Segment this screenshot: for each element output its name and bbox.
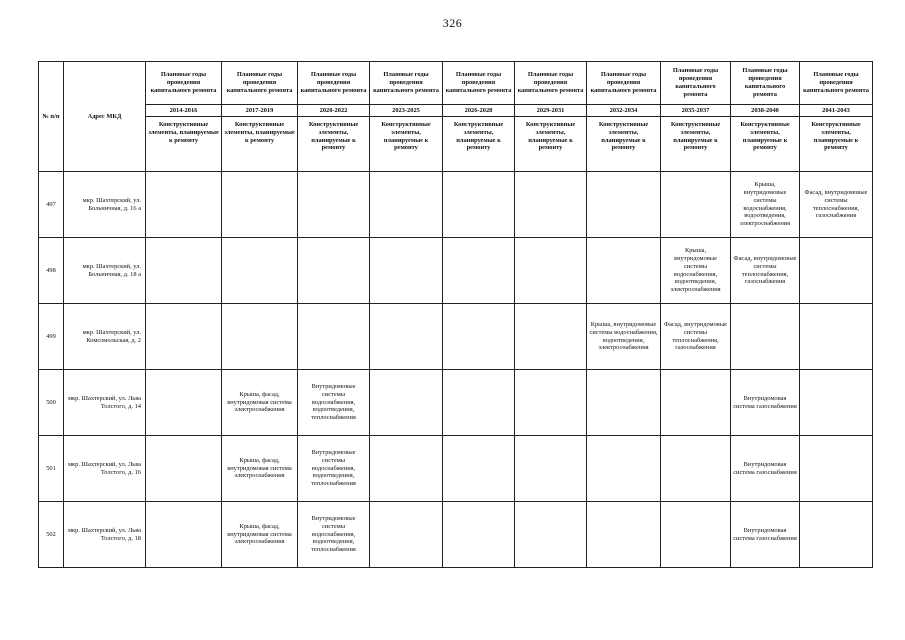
table-row — [39, 238, 873, 304]
header-plan-label: Плановые годы проведения капитального ремонта — [146, 62, 222, 105]
repair-cell — [515, 304, 587, 370]
repair-cell — [146, 172, 222, 238]
repair-cell — [800, 436, 873, 502]
repair-cell: Внутридомовая система газоснабжения — [731, 436, 800, 502]
header-elements-label: Конструктивные элементы, планируемые к ремонту — [661, 117, 731, 172]
row-address: мкр. Шахтерский, ул. Льва Толстого, д. 18 — [64, 502, 146, 568]
repair-cell — [515, 436, 587, 502]
repair-cell — [443, 172, 515, 238]
row-address: мкр. Шахтерский, ул. Комсомольская, д. 2 — [64, 304, 146, 370]
header-plan-label: Плановые годы проведения капитального ремонта — [515, 62, 587, 105]
repair-cell — [587, 436, 661, 502]
table-row — [39, 436, 873, 502]
header-period: 2038-2040 — [731, 105, 800, 117]
header-period: 2014-2016 — [146, 105, 222, 117]
header-period: 2041-2043 — [800, 105, 873, 117]
table-header — [39, 62, 873, 172]
row-number: 498 — [39, 238, 64, 304]
repair-cell — [370, 370, 443, 436]
repair-schedule-table — [38, 61, 873, 568]
header-num: № п/п — [39, 62, 64, 172]
repair-cell: Фасад, внутридомовые системы теплоснабжения, газоснабжения — [800, 172, 873, 238]
repair-cell — [587, 172, 661, 238]
repair-cell: Крыша, фасад, внутридомовая система электроснабжения — [222, 502, 298, 568]
repair-cell — [298, 304, 370, 370]
repair-cell — [661, 172, 731, 238]
table-row — [39, 172, 873, 238]
repair-cell — [298, 172, 370, 238]
repair-cell: Крыша, внутридомовые системы водоснабжения, водоотведения, электроснабжения — [731, 172, 800, 238]
repair-cell — [515, 370, 587, 436]
repair-cell: Крыша, внутридомовые системы водоснабжения, водоотведения, электроснабжения — [587, 304, 661, 370]
header-elements-label: Конструктивные элементы, планируемые к ремонту — [298, 117, 370, 172]
repair-cell — [146, 304, 222, 370]
header-plan-label: Плановые годы проведения капитального ремонта — [222, 62, 298, 105]
header-plan-label: Плановые годы проведения капитального ремонта — [800, 62, 873, 105]
repair-cell — [370, 502, 443, 568]
repair-cell: Внутридомовые системы водоснабжения, водоотведения, теплоснабжения — [298, 436, 370, 502]
header-elements-label: Конструктивные элементы, планируемые к ремонту — [146, 117, 222, 172]
repair-cell — [370, 304, 443, 370]
repair-cell — [587, 370, 661, 436]
repair-cell — [800, 502, 873, 568]
header-period: 2026-2028 — [443, 105, 515, 117]
row-address: мкр. Шахтерский, ул. Льва Толстого, д. 14 — [64, 370, 146, 436]
header-elements-label: Конструктивные элементы, планируемые к ремонту — [370, 117, 443, 172]
header-period: 2032-2034 — [587, 105, 661, 117]
header-address: Адрес МКД — [64, 62, 146, 172]
row-number: 500 — [39, 370, 64, 436]
repair-cell — [146, 502, 222, 568]
repair-cell — [661, 502, 731, 568]
page-number: 326 — [442, 16, 463, 30]
header-plan-label: Плановые годы проведения капитального ремонта — [661, 62, 731, 105]
repair-cell: Фасад, внутридомовые системы теплоснабжения, газоснабжения — [731, 238, 800, 304]
header-plan-label: Плановые годы проведения капитального ремонта — [298, 62, 370, 105]
header-period: 2029-2031 — [515, 105, 587, 117]
header-elements-label: Конструктивные элементы, планируемые к ремонту — [222, 117, 298, 172]
repair-cell — [800, 238, 873, 304]
repair-cell — [587, 238, 661, 304]
repair-cell — [146, 370, 222, 436]
row-number: 497 — [39, 172, 64, 238]
header-elements-label: Конструктивные элементы, планируемые к ремонту — [443, 117, 515, 172]
repair-cell: Внутридомовая система газоснабжения — [731, 370, 800, 436]
repair-cell: Крыша, внутридомовые системы водоснабжения, водоотведения, электроснабжения — [661, 238, 731, 304]
repair-cell: Внутридомовая система газоснабжения — [731, 502, 800, 568]
repair-cell — [515, 238, 587, 304]
repair-cell — [443, 436, 515, 502]
header-period: 2035-2037 — [661, 105, 731, 117]
repair-cell — [222, 304, 298, 370]
repair-cell — [370, 238, 443, 304]
header-elements-label: Конструктивные элементы, планируемые к ремонту — [800, 117, 873, 172]
repair-cell — [515, 172, 587, 238]
repair-cell: Крыша, фасад, внутридомовая система электроснабжения — [222, 436, 298, 502]
repair-cell — [800, 304, 873, 370]
repair-cell — [661, 370, 731, 436]
header-elements-label: Конструктивные элементы, планируемые к ремонту — [731, 117, 800, 172]
row-address: мкр. Шахтерский, ул. Льва Толстого, д. 16 — [64, 436, 146, 502]
header-elements-label: Конструктивные элементы, планируемые к ремонту — [587, 117, 661, 172]
repair-cell — [587, 502, 661, 568]
row-address: мкр. Шахтерский, ул. Больничная, д. 18 а — [64, 238, 146, 304]
repair-cell — [298, 238, 370, 304]
header-period: 2023-2025 — [370, 105, 443, 117]
repair-cell — [661, 436, 731, 502]
header-period: 2017-2019 — [222, 105, 298, 117]
table-row — [39, 304, 873, 370]
header-plan-label: Плановые годы проведения капитального ремонта — [443, 62, 515, 105]
repair-cell — [146, 238, 222, 304]
repair-cell — [370, 436, 443, 502]
repair-cell: Внутридомовые системы водоснабжения, водоотведения, теплоснабжения — [298, 502, 370, 568]
repair-cell — [370, 172, 443, 238]
row-address: мкр. Шахтерский, ул. Больничная, д. 16 а — [64, 172, 146, 238]
row-number: 501 — [39, 436, 64, 502]
repair-cell — [222, 238, 298, 304]
repair-cell — [443, 502, 515, 568]
repair-cell: Крыша, фасад, внутридомовая система электроснабжения — [222, 370, 298, 436]
repair-cell — [443, 370, 515, 436]
repair-cell — [443, 238, 515, 304]
repair-cell — [443, 304, 515, 370]
header-plan-label: Плановые годы проведения капитального ремонта — [731, 62, 800, 105]
table-body — [39, 172, 873, 568]
repair-cell: Фасад, внутридомовые системы теплоснабжения, газоснабжения — [661, 304, 731, 370]
header-elements-label: Конструктивные элементы, планируемые к ремонту — [515, 117, 587, 172]
row-number: 502 — [39, 502, 64, 568]
header-plan-label: Плановые годы проведения капитального ремонта — [370, 62, 443, 105]
repair-cell — [146, 436, 222, 502]
repair-cell: Внутридомовые системы водоснабжения, водоотведения, теплоснабжения — [298, 370, 370, 436]
repair-cell — [800, 370, 873, 436]
row-number: 499 — [39, 304, 64, 370]
repair-cell — [515, 502, 587, 568]
table-row — [39, 370, 873, 436]
table-row — [39, 502, 873, 568]
header-plan-label: Плановые годы проведения капитального ремонта — [587, 62, 661, 105]
header-period: 2020-2022 — [298, 105, 370, 117]
repair-cell — [222, 172, 298, 238]
repair-cell — [731, 304, 800, 370]
